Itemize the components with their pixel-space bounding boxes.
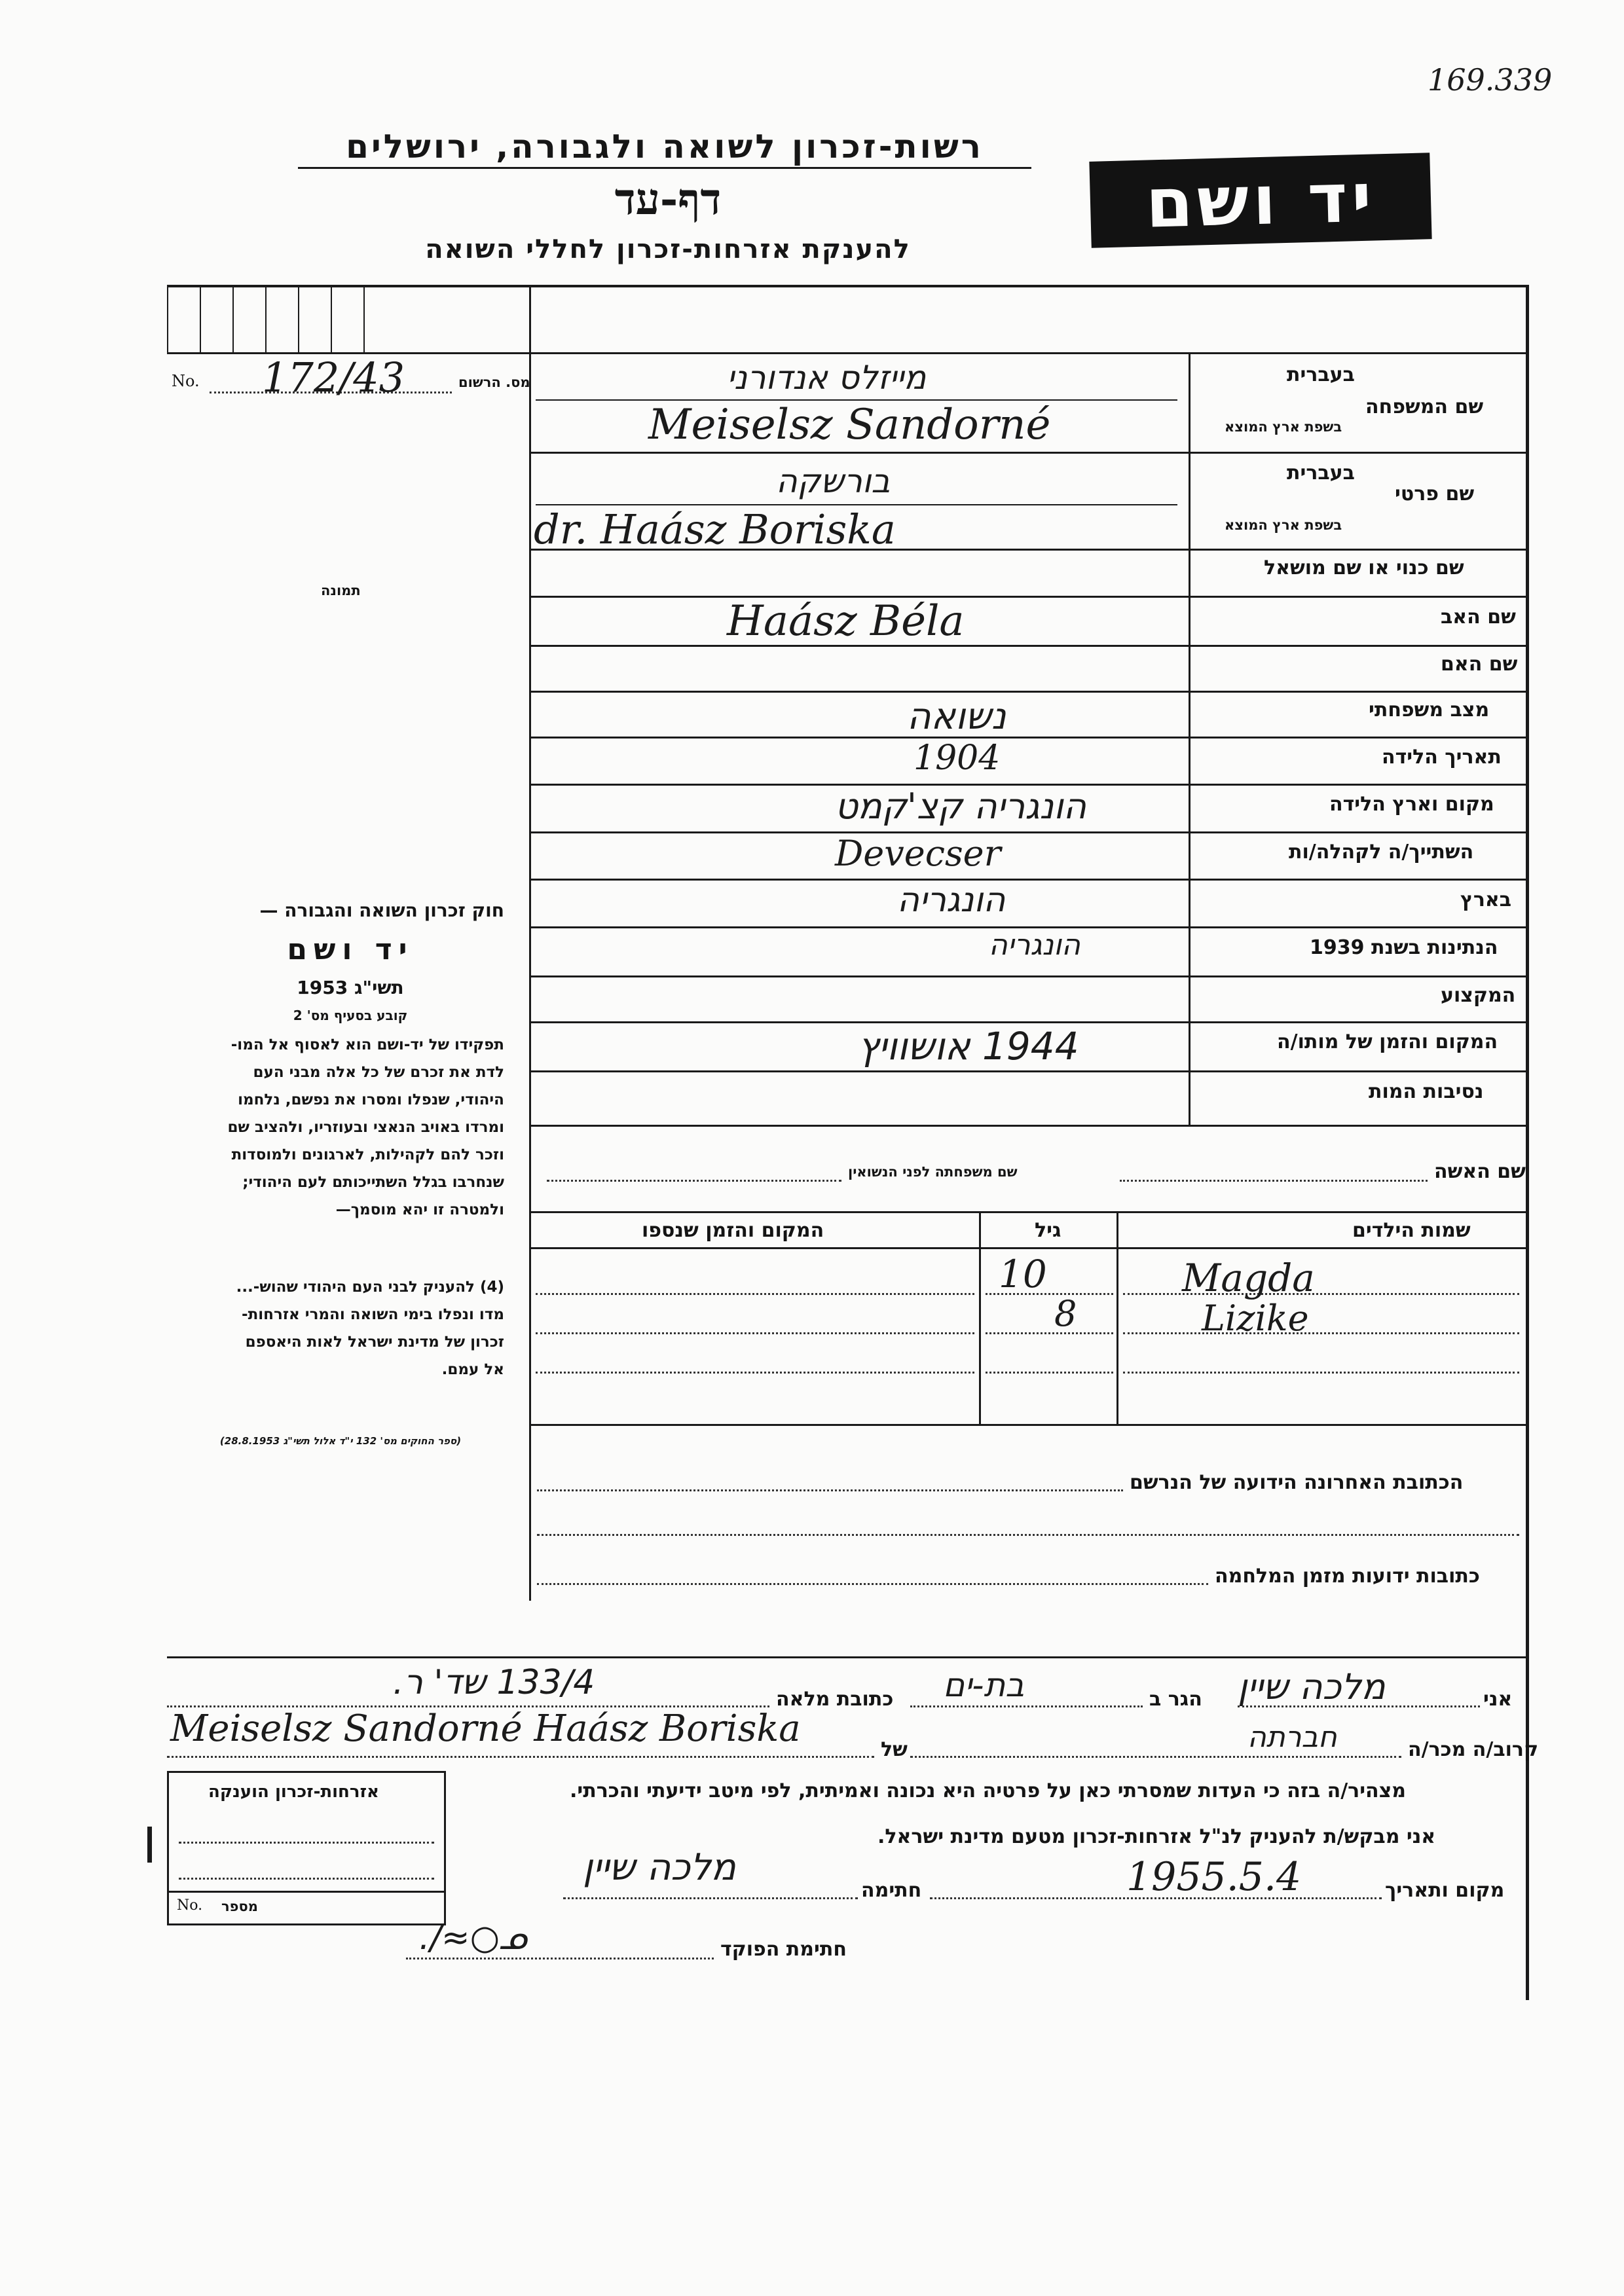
resident-label: הגר ב: [1149, 1688, 1202, 1711]
registration-label: מס. הרשום: [458, 374, 530, 390]
country-label: בארץ: [1460, 888, 1512, 911]
reg-left-line: [167, 285, 168, 354]
child-2-name[interactable]: Lizike: [1202, 1298, 1309, 1339]
label-column-divider: [1189, 352, 1190, 1125]
wartime-address-label: כתובות ידועות מזמן המלחמה: [1215, 1565, 1480, 1588]
birth-place-value[interactable]: הונגריה קצ'קמט: [835, 786, 1087, 827]
declarant-of-value[interactable]: Meiselsz Sandorné Haász Boriska: [170, 1707, 801, 1750]
family-name-sub-origin: בשפת ארץ המוצא: [1225, 419, 1342, 435]
nickname-label: שם כנוי או שם מושאל: [1264, 556, 1464, 579]
citizenship-label: הנתינות בשנת 1939: [1310, 936, 1498, 959]
declarant-city[interactable]: בת-ים: [943, 1666, 1025, 1704]
law-name: יד ושם: [287, 933, 414, 966]
profession-label: המקצוע: [1441, 984, 1516, 1007]
declarant-i-label: אני: [1483, 1688, 1513, 1711]
request-text: אני מבקש/ת להעניק לנ"ל אזרחות-זכרון מטעם מדינת ישראל.: [877, 1825, 1436, 1848]
declarant-date[interactable]: 1955.5.4: [1126, 1854, 1302, 1900]
authority-title: רשות-זכרון לשואה ולגבורה, ירושלים: [346, 128, 984, 166]
first-name-origin-value[interactable]: dr. Haász Boriska: [534, 505, 896, 553]
declaration-text: מצהיר/ה בזה כי העדות שמסרתי כאן על פרטיה היא נכונה ואמיתית, לפי מיטב ידיעתי והכרתי.: [570, 1779, 1406, 1802]
signature-label: חתימה: [861, 1879, 922, 1902]
marital-value[interactable]: נשואה: [907, 695, 1006, 738]
registration-no-label: No.: [172, 372, 200, 390]
first-name-hebrew-value[interactable]: בורשקה: [776, 462, 891, 500]
death-label: המקום והזמן של מותו/ה: [1277, 1030, 1498, 1053]
declarant-address[interactable]: 133/4 שד' ר.: [393, 1663, 595, 1702]
law-title: חוק זכרון השואה והגבורה —: [259, 900, 504, 921]
law-source: (ספר החוקים מס' 132 י"ד אלול תשי"ג 28.8.1953): [219, 1435, 462, 1447]
first-name-sub-hebrew: בעברית: [1287, 462, 1355, 484]
law-clause: קובע בסעיף מס' 2: [293, 1008, 408, 1023]
officer-signature-label: חתימת הפוקד: [720, 1938, 847, 1961]
form-title: דף-עד: [614, 173, 722, 225]
archive-number: 169.339: [1428, 62, 1553, 98]
circumstances-label: נסיבות המות: [1369, 1080, 1484, 1103]
birth-place-label: מקום וארץ הלידה: [1329, 793, 1494, 816]
family-name-hebrew-value[interactable]: מייזלס אנדורני: [727, 359, 927, 397]
citizenship-granted-box: [167, 1771, 446, 1925]
first-name-label: שם פרטי: [1395, 483, 1475, 505]
birth-date-label: תאריך הלידה: [1382, 746, 1502, 769]
marital-label: מצב משפחתי: [1369, 699, 1490, 721]
child-2-age[interactable]: 8: [1054, 1293, 1077, 1334]
community-value[interactable]: Devecser: [835, 833, 1001, 874]
country-value[interactable]: הונגריה: [897, 881, 1006, 920]
citizenship-value[interactable]: הונגריה: [989, 928, 1080, 962]
citizenship-box-no: No.: [177, 1897, 203, 1914]
authority-underline: [298, 167, 1031, 169]
photo-label: תמונה: [321, 583, 361, 598]
first-name-sub-origin: בשפת ארץ המוצא: [1225, 517, 1342, 533]
declarant-relation[interactable]: חברתה: [1247, 1721, 1337, 1754]
registration-value[interactable]: 172/43: [262, 354, 405, 401]
place-date-label: מקום ותאריך: [1385, 1879, 1505, 1902]
wife-maiden-label: שם משפחתה לפני הנשואין: [848, 1164, 1018, 1180]
law-year: תשי"ג 1953: [297, 977, 404, 998]
children-age-header: גיל: [1035, 1219, 1061, 1242]
yad-vashem-logo: [1089, 153, 1431, 248]
child-1-name[interactable]: Magda: [1182, 1256, 1315, 1300]
mother-label: שם האם: [1441, 653, 1518, 676]
officer-signature[interactable]: ᓄ○≈/.: [419, 1918, 529, 1958]
citizenship-box-number: מספר: [221, 1899, 258, 1914]
child-1-age[interactable]: 10: [999, 1252, 1047, 1296]
father-value[interactable]: Haász Béla: [727, 597, 965, 646]
birth-date-value[interactable]: 1904: [913, 738, 1001, 778]
frame-left: [529, 285, 531, 1601]
address-label: כתובת מלאה: [776, 1688, 894, 1711]
family-name-label: שם המשפחה: [1365, 395, 1484, 418]
family-name-origin-value[interactable]: Meiselsz Sandorné: [648, 401, 1051, 449]
family-name-sub-hebrew: בעברית: [1287, 363, 1355, 386]
last-address-label: הכתובת האחרונה הידועה של הנרשם: [1130, 1471, 1464, 1494]
declarant-name[interactable]: מלכה שיין: [1238, 1666, 1386, 1707]
frame-top: [167, 285, 1529, 287]
community-label: השתייך/ה לקהלה/ות: [1289, 841, 1474, 864]
law-paragraph-2: (4) להעניק לבני העם היהודי שהוש-... מדו ונפלו בימי השואה והמרי אזרחות- זכרון של מדינת ישראל לאות היאספם אל עמם.: [236, 1279, 504, 1378]
citizenship-box-title: אזרחות-זכרון הוענקה: [208, 1782, 379, 1802]
of-label: של: [881, 1738, 908, 1761]
relation-label: קרוב/ה מכר/ה: [1408, 1738, 1539, 1761]
children-place-header: המקום והזמן שנספו: [642, 1219, 824, 1242]
death-value[interactable]: 1944 אושוויץ: [858, 1024, 1079, 1068]
declarant-signature[interactable]: מלכה שיין: [583, 1846, 736, 1889]
children-names-header: שמות הילדים: [1352, 1219, 1471, 1242]
father-label: שם האב: [1441, 606, 1516, 629]
logo-text: יד ושם: [1144, 157, 1377, 244]
form-subtitle: להענקת אזרחות-זכרון לחללי השואה: [425, 234, 911, 264]
wife-label: שם האשה: [1434, 1160, 1526, 1183]
law-paragraph: תפקידו של יד-ושם הוא לאסוף אל המו- לדת את זכרם של כל אלה מבני העם היהודי, שנפלו ומסרו את נפשם, נלחמו ומרדו באויב הנאצי ובעוזריו, ולהציב שם וזכר להם לקהילות, לארגונים ולמוסדות שנחרבו בגלל השתייכותם לעם היהודי; ולמטרה זו יהא מוסמך—: [227, 1036, 504, 1218]
